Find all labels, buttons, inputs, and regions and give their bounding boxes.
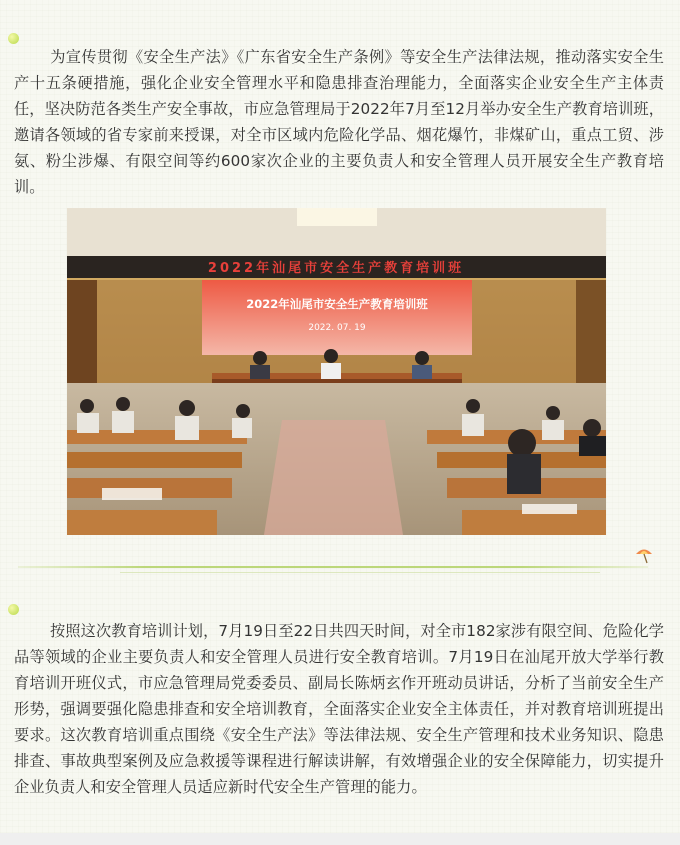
paragraph-1-text: 为宣传贯彻《安全生产法》《广东省安全生产条例》等安全生产法律法规，推动落实安全生产十五条硬措施，强化企业安全管理水平和隐患排查治理能力，全面落实企业安全生产主体责任，坚决防范各类生产安全事故，市应急管理局于2022年7月至12月举办安全生产教育培训班，邀请各领域的省专家前来授课，对全市区域内危险化学品、烟花爆竹，非煤矿山，重点工贸、涉氨、粉尘涉爆、有限空间等约600家次企业的主要负责人和安全管理人员开展安全生产教育培训。 xyxy=(14,48,664,196)
umbrella-icon xyxy=(634,545,654,565)
wall-banner-text: 2022年汕尾市安全生产教育培训班 xyxy=(207,261,465,276)
section-divider-shadow xyxy=(120,572,600,573)
decor-dot-icon xyxy=(8,33,19,44)
decor-dot-icon xyxy=(8,604,19,615)
training-session-photo xyxy=(67,208,606,535)
section-divider xyxy=(18,566,648,568)
article-paragraph-2 xyxy=(14,618,664,800)
bottom-strip xyxy=(0,833,680,845)
article-paragraph-1 xyxy=(14,44,664,200)
screen-date-text: 2022. 07. 19 xyxy=(308,323,366,333)
screen-title-text: 2022年汕尾市安全生产教育培训班 xyxy=(246,297,428,311)
paragraph-2-text: 按照这次教育培训计划，7月19日至22日共四天时间，对全市182家涉有限空间、危险化学品等领域的企业主要负责人和安全管理人员进行安全教育培训。7月19日在汕尾开放大学举行教育培训开班仪式，市应急管理局党委委员、副局长陈炳玄作开班动员讲话，分析了当前安全生产形势，强调要强化隐患排查和安全培训教育，全面落实企业安全主体责任，并对教育培训班提出要求。这次教育培训重点围绕《安全生产法》等法律法规、安全生产管理和技术业务知识、隐患排查、事故典型案例及应急救援等课程进行解读讲解，有效增强企业的安全保障能力，切实提升企业负责人和安全管理人员适应新时代安全生产管理的能力。 xyxy=(14,622,664,796)
